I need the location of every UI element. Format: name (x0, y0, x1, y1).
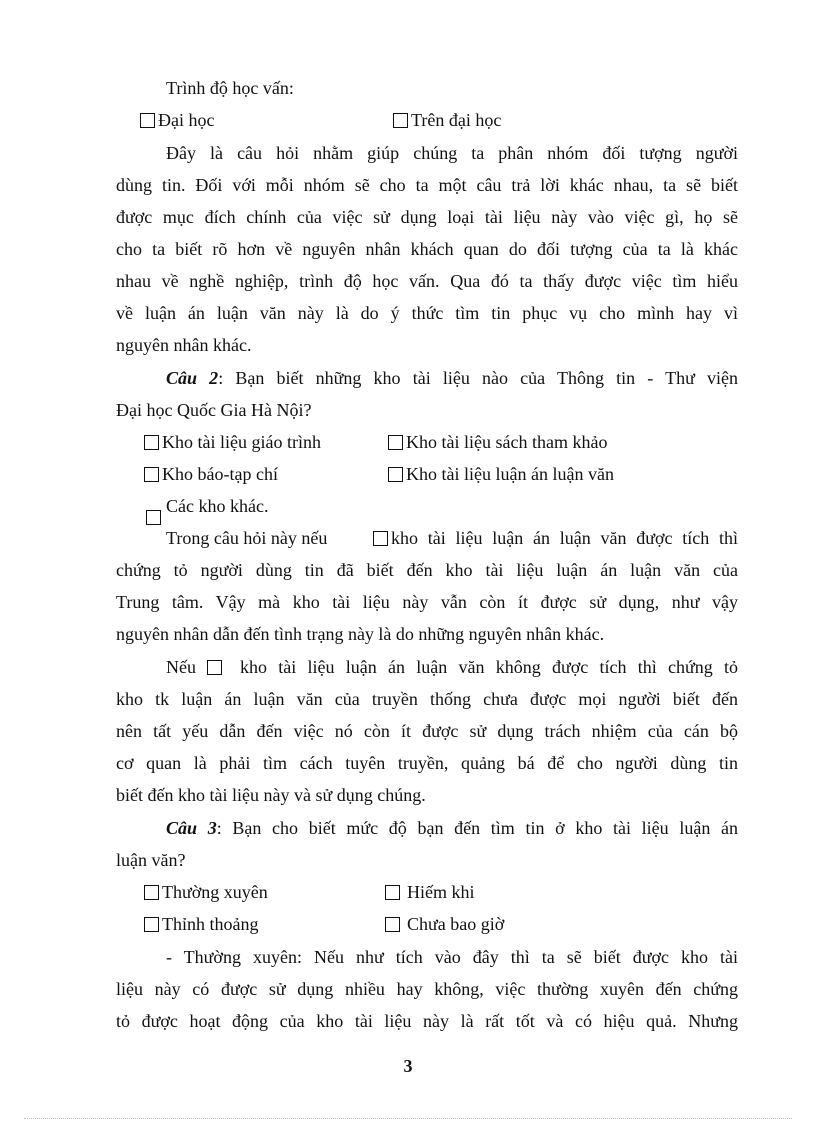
checkbox-icon[interactable] (385, 885, 400, 900)
para4-line: liệu này có được sử dụng nhiều hay không, việc thường xuyên đến chứng (116, 979, 738, 999)
para2-line: kho tài liệu luận án luận văn được tích thì (391, 528, 738, 548)
page-bottom-rule (24, 1118, 792, 1119)
para4-line: - Thường xuyên: Nếu như tích vào đây thì ta sẽ biết được kho tài (166, 947, 738, 967)
checkbox-icon[interactable] (146, 510, 161, 525)
question-2-label: Câu 2 (166, 368, 219, 388)
option-thesis-store[interactable]: Kho tài liệu luận án luận văn (388, 463, 614, 485)
checkbox-icon[interactable] (144, 435, 159, 450)
option-frequently[interactable]: Thường xuyên (144, 881, 268, 903)
para1-line: dùng tin. Đối với mỗi nhóm sẽ cho ta một câu trả lời khác nhau, ta sẽ biết (116, 175, 738, 195)
option-textbook-store[interactable]: Kho tài liệu giáo trình (144, 431, 321, 453)
option-postgraduate[interactable]: Trên đại học (393, 109, 501, 131)
question-2-line: Câu 2: Bạn biết những kho tài liệu nào của Thông tin - Thư viện (166, 368, 738, 388)
question-2-line: Đại học Quốc Gia Hà Nội? (116, 400, 312, 420)
para4-line: tỏ được hoạt động của kho tài liệu này là rất tốt và có hiệu quả. Nhưng (116, 1011, 738, 1031)
checkbox-icon[interactable] (393, 113, 408, 128)
para2-line: Trung tâm. Vậy mà kho tài liệu này vẫn còn ít được sử dụng, như vậy (116, 592, 738, 612)
para3-line: Nếu (166, 657, 196, 677)
para1-line: về luận án luận văn này là do ý thức tìm tin phục vụ cho mình hay vì (116, 303, 738, 323)
para1-line: cho ta biết rõ hơn về nguyên nhân khách quan do đối tượng của ta là khác (116, 239, 738, 259)
option-reference-store[interactable]: Kho tài liệu sách tham khảo (388, 431, 607, 453)
checkbox-icon (207, 660, 222, 675)
option-rarely[interactable]: Hiếm khi (385, 881, 475, 903)
checkbox-icon (373, 531, 388, 546)
checkbox-icon[interactable] (144, 467, 159, 482)
checkbox-icon[interactable] (144, 917, 159, 932)
checkbox-icon[interactable] (144, 885, 159, 900)
checkbox-icon[interactable] (388, 435, 403, 450)
option-other-stores[interactable]: Các kho khác. (166, 496, 269, 516)
para1-line: nhau về nghề nghiệp, trình độ học vấn. Qua đó ta thấy được việc tìm hiểu (116, 271, 738, 291)
para3-line: kho tài liệu luận án luận văn không được tích thì chứng tỏ (240, 657, 738, 677)
para3-line: cơ quan là phải tìm cách tuyên truyền, quảng bá để cho người dùng tin (116, 753, 738, 773)
question-3-line: luận văn? (116, 850, 186, 870)
question-3-line: Câu 3: Bạn cho biết mức độ bạn đến tìm tin ở kho tài liệu luận án (166, 818, 738, 838)
para1-line: được mục đích chính của việc sử dụng loại tài liệu này vào việc gì, họ sẽ (116, 207, 738, 227)
checkbox-icon[interactable] (385, 917, 400, 932)
para3-line: kho tk luận án luận văn của truyền thống chưa được mọi người biết đến (116, 689, 738, 709)
option-periodicals-store[interactable]: Kho báo-tạp chí (144, 463, 278, 485)
para2-line: chứng tỏ người dùng tin đã biết đến kho tài liệu luận án luận văn của (116, 560, 738, 580)
para1-line: Đây là câu hỏi nhằm giúp chúng ta phân nhóm đối tượng người (166, 143, 738, 163)
option-never[interactable]: Chưa bao giờ (385, 913, 504, 935)
para2-line: nguyên nhân dẫn đến tình trạng này là do những nguyên nhân khác. (116, 624, 605, 644)
para3-line: nên tất yếu dẫn đến việc nó còn ít được sử dụng trách nhiệm của cán bộ (116, 721, 738, 741)
para3-line: biết đến kho tài liệu này và sử dụng chúng. (116, 785, 426, 805)
option-sometimes[interactable]: Thỉnh thoảng (144, 913, 259, 935)
option-university[interactable]: Đại học (140, 109, 214, 131)
page-number: 3 (403, 1056, 413, 1076)
question-3-label: Câu 3 (166, 818, 217, 838)
education-label: Trình độ học vấn: (166, 78, 294, 98)
para2-line: Trong câu hỏi này nếu (166, 528, 328, 548)
para1-line: nguyên nhân khác. (116, 335, 252, 355)
checkbox-icon[interactable] (388, 467, 403, 482)
checkbox-icon[interactable] (140, 113, 155, 128)
